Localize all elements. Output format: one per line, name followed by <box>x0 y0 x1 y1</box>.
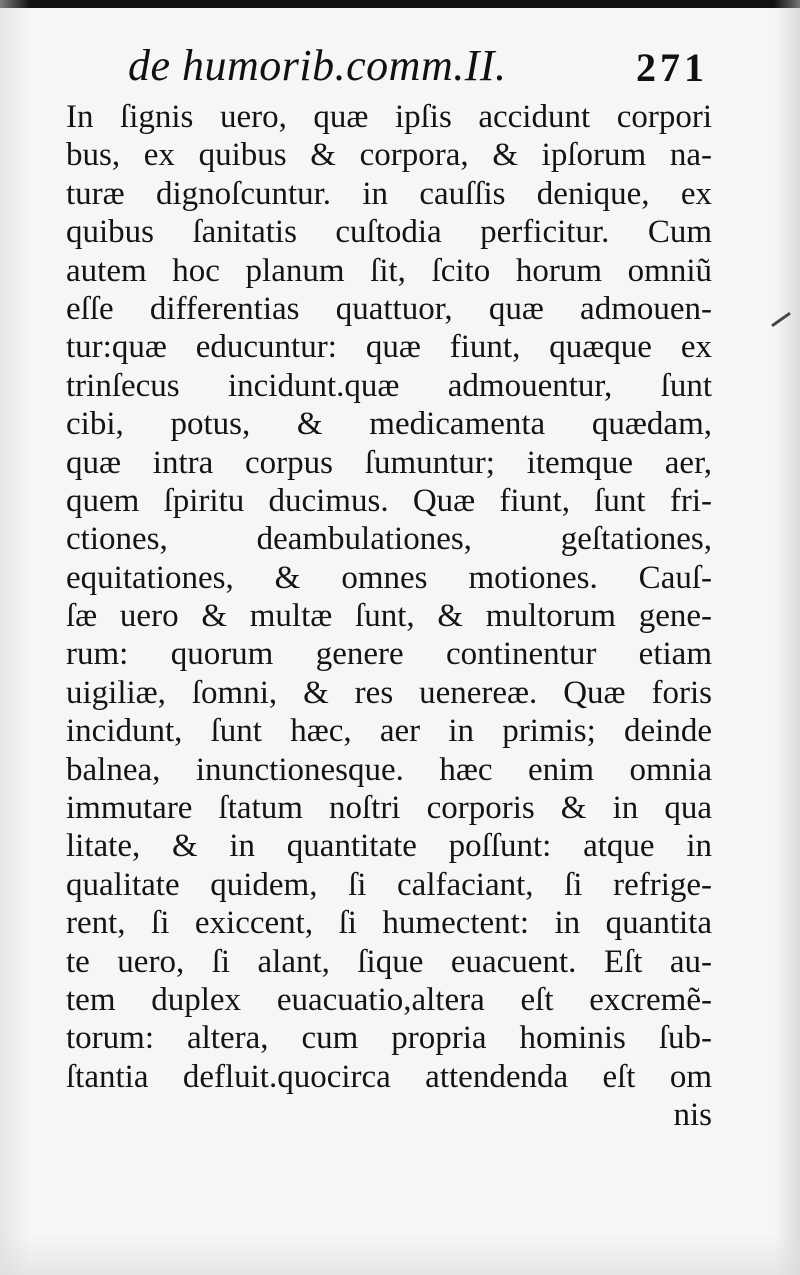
text-line: tem duplex euacuatio,altera eſt excremẽ- <box>66 981 712 1018</box>
text-line: te uero, ſi alant, ſique euacuent. Eſt au- <box>66 943 712 980</box>
catchword: nis <box>673 1097 712 1134</box>
text-line: quæ intra corpus ſumuntur; itemque aer, <box>66 444 712 481</box>
page-header <box>128 40 708 96</box>
text-line: eſſe differentias quattuor, quæ admouen- <box>66 290 712 327</box>
scan-bottom-shadow <box>0 1235 800 1275</box>
running-title: de humorib.comm.II. <box>128 41 507 90</box>
text-line: uigiliæ, ſomni, & res uenereæ. Quæ foris <box>66 674 712 711</box>
text-line: trinſecus incidunt.quæ admouentur, ſunt <box>66 367 712 404</box>
text-line: qualitate quidem, ſi calfaciant, ſi refrige- <box>66 866 712 903</box>
text-line: turæ dignoſcuntur. in cauſſis denique, ex <box>66 175 712 212</box>
scan-top-border <box>0 0 800 8</box>
text-line: bus, ex quibus & corpora, & ipſorum na- <box>66 137 712 174</box>
body-text <box>66 98 712 1135</box>
scan-right-shadow <box>774 0 800 1275</box>
text-line: quem ſpiritu ducimus. Quæ fiunt, ſunt fri- <box>66 482 712 519</box>
text-line: quibus ſanitatis cuſtodia perficitur. Cum <box>66 214 712 251</box>
text-line: litate, & in quantitate poſſunt: atque in <box>66 828 712 865</box>
text-line: rum: quorum genere continentur etiam <box>66 636 712 673</box>
text-line: In ſignis uero, quæ ipſis accidunt corpori <box>66 99 712 135</box>
text-line: cibi, potus, & medicamenta quædam, <box>66 406 712 443</box>
text-line: ctiones, deambulationes, geſtationes, <box>66 521 712 558</box>
text-line: ſæ uero & multæ ſunt, & multorum gene- <box>66 598 712 635</box>
text-line: equitationes, & omnes motiones. Cauſ- <box>66 559 712 596</box>
text-line: balnea, inunctionesque. hæc enim omnia <box>66 751 712 788</box>
scan-left-shadow <box>0 0 30 1275</box>
text-line: immutare ſtatum noſtri corporis & in qua <box>66 790 712 827</box>
text-line: rent, ſi exiccent, ſi humectent: in quantita <box>66 905 712 942</box>
text-line: autem hoc planum ſit, ſcito horum omniũ <box>66 252 712 289</box>
text-line: torum: altera, cum propria hominis ſub- <box>66 1020 712 1057</box>
page-number: 271 <box>636 45 708 90</box>
text-line: ſtantia defluit.quocirca attendenda eſt om <box>66 1058 712 1095</box>
text-line: tur:quæ educuntur: quæ fiunt, quæque ex <box>66 329 712 366</box>
text-line: incidunt, ſunt hæc, aer in primis; deinde <box>66 713 712 750</box>
